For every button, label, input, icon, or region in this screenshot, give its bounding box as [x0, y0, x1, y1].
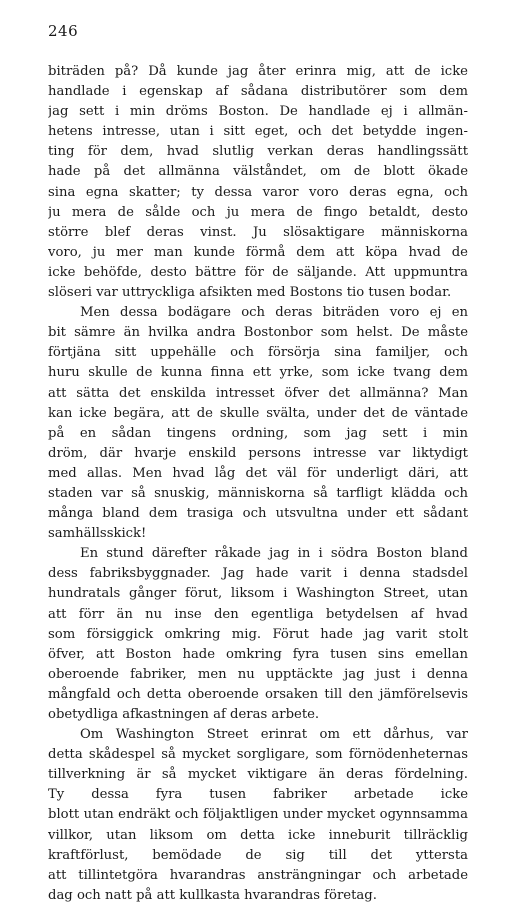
- text-line: dröm, där hvarje enskild persons intresse var liktydigt: [48, 445, 468, 461]
- text-line: hade på det allmänna välståndet, om de blott ökade: [48, 164, 468, 180]
- text-line: huru skulle de kunna finna ett yrke, som icke tvang dem: [48, 365, 468, 381]
- text-line: handlade i egenskap af sådana distributörer som dem: [48, 84, 468, 100]
- text-line: samhällsskick!: [48, 526, 147, 542]
- text-line: att tillintetgöra hvarandras ansträngningar och arbetade: [48, 867, 468, 883]
- text-line: En stund därefter råkade jag in i södra Boston bland: [80, 546, 468, 562]
- text-line: obetydliga afkastningen af deras arbete.: [48, 707, 320, 722]
- text-line: med allas. Men hvad låg det väl för underligt däri, att: [48, 465, 468, 481]
- text-line: hetens intresse, utan i sitt eget, och det betydde ingen-: [48, 124, 468, 140]
- text-line: voro, ju mer man kunde förmå dem att köpa hvad de: [48, 244, 468, 260]
- text-line: tillverkning är så mycket viktigare än deras fördelning.: [48, 767, 468, 783]
- text-line: biträden på? Då kunde jag åter erinra mig, att de icke: [48, 64, 468, 79]
- text-line: staden var så snuskig, människorna så tarfligt klädda och: [48, 485, 468, 501]
- text-line: att förr än nu inse den egentliga betydelsen af hvad: [48, 606, 468, 622]
- text-line: blott utan endräkt och följaktligen under mycket ogynnsamma: [48, 807, 468, 823]
- text-line: öfver, att Boston hade omkring fyra tusen sins emellan: [48, 646, 468, 662]
- text-line: ju mera de sålde och ju mera de fingo betaldt, desto: [48, 204, 468, 220]
- text-line: större blef deras vinst. Ju slösaktigare människorna: [48, 224, 468, 240]
- text-line: ting för dem, hvad slutlig verkan deras handlingssätt: [48, 144, 468, 160]
- text-line: hundratals gånger förut, liksom i Washington Street, utan: [48, 586, 468, 602]
- page-number: 246: [48, 22, 79, 40]
- text-line: sina egna skatter; ty dessa varor voro deras egna, och: [48, 184, 468, 200]
- text-line: många bland dem trasiga och utsvultna under ett sådant: [48, 506, 468, 522]
- body-text: [48, 62, 468, 906]
- text-line: Om Washington Street erinrat om ett dårhus, var: [80, 727, 468, 743]
- text-line: dag och natt på att kullkasta hvarandras företag.: [48, 887, 377, 903]
- text-line: icke behöfde, desto bättre för de säljande. Att uppmuntra: [48, 264, 468, 280]
- text-line: på en sådan tingens ordning, som jag sett i min: [48, 425, 468, 441]
- text-line: detta skådespel så mycket sorgligare, som förnödenheternas: [48, 747, 468, 763]
- text-line: kraftförlust, bemödade de sig till det yttersta: [48, 847, 468, 863]
- text-line: bit sämre än hvilka andra Bostonbor som helst. De måste: [48, 325, 468, 341]
- text-line: Ty dessa fyra tusen fabriker arbetade icke: [48, 787, 468, 803]
- text-line: som försiggick omkring mig. Förut hade jag varit stolt: [48, 626, 468, 642]
- text-line: oberoende fabriker, men nu upptäckte jag just i denna: [48, 666, 468, 682]
- text-line: kan icke begära, att de skulle svälta, under det de väntade: [48, 405, 468, 421]
- text-line: dess fabriksbyggnader. Jag hade varit i denna stadsdel: [48, 566, 468, 582]
- text-line: förtjäna sitt uppehälle och försörja sina familjer, och: [48, 345, 468, 361]
- text-line: att sätta det enskilda intresset öfver det allmänna? Man: [48, 385, 468, 401]
- text-line: Men dessa bodägare och deras biträden voro ej en: [80, 305, 468, 321]
- text-line: villkor, utan liksom om detta icke inneburit tillräcklig: [48, 827, 468, 843]
- text-line: mångfald och detta oberoende orsaken till den jämförelsevis: [48, 686, 468, 702]
- text-line: slöseri var uttryckliga afsikten med Bostons tio tusen bodar.: [48, 285, 452, 301]
- text-line: jag sett i min dröms Boston. De handlade ej i allmän-: [48, 104, 468, 120]
